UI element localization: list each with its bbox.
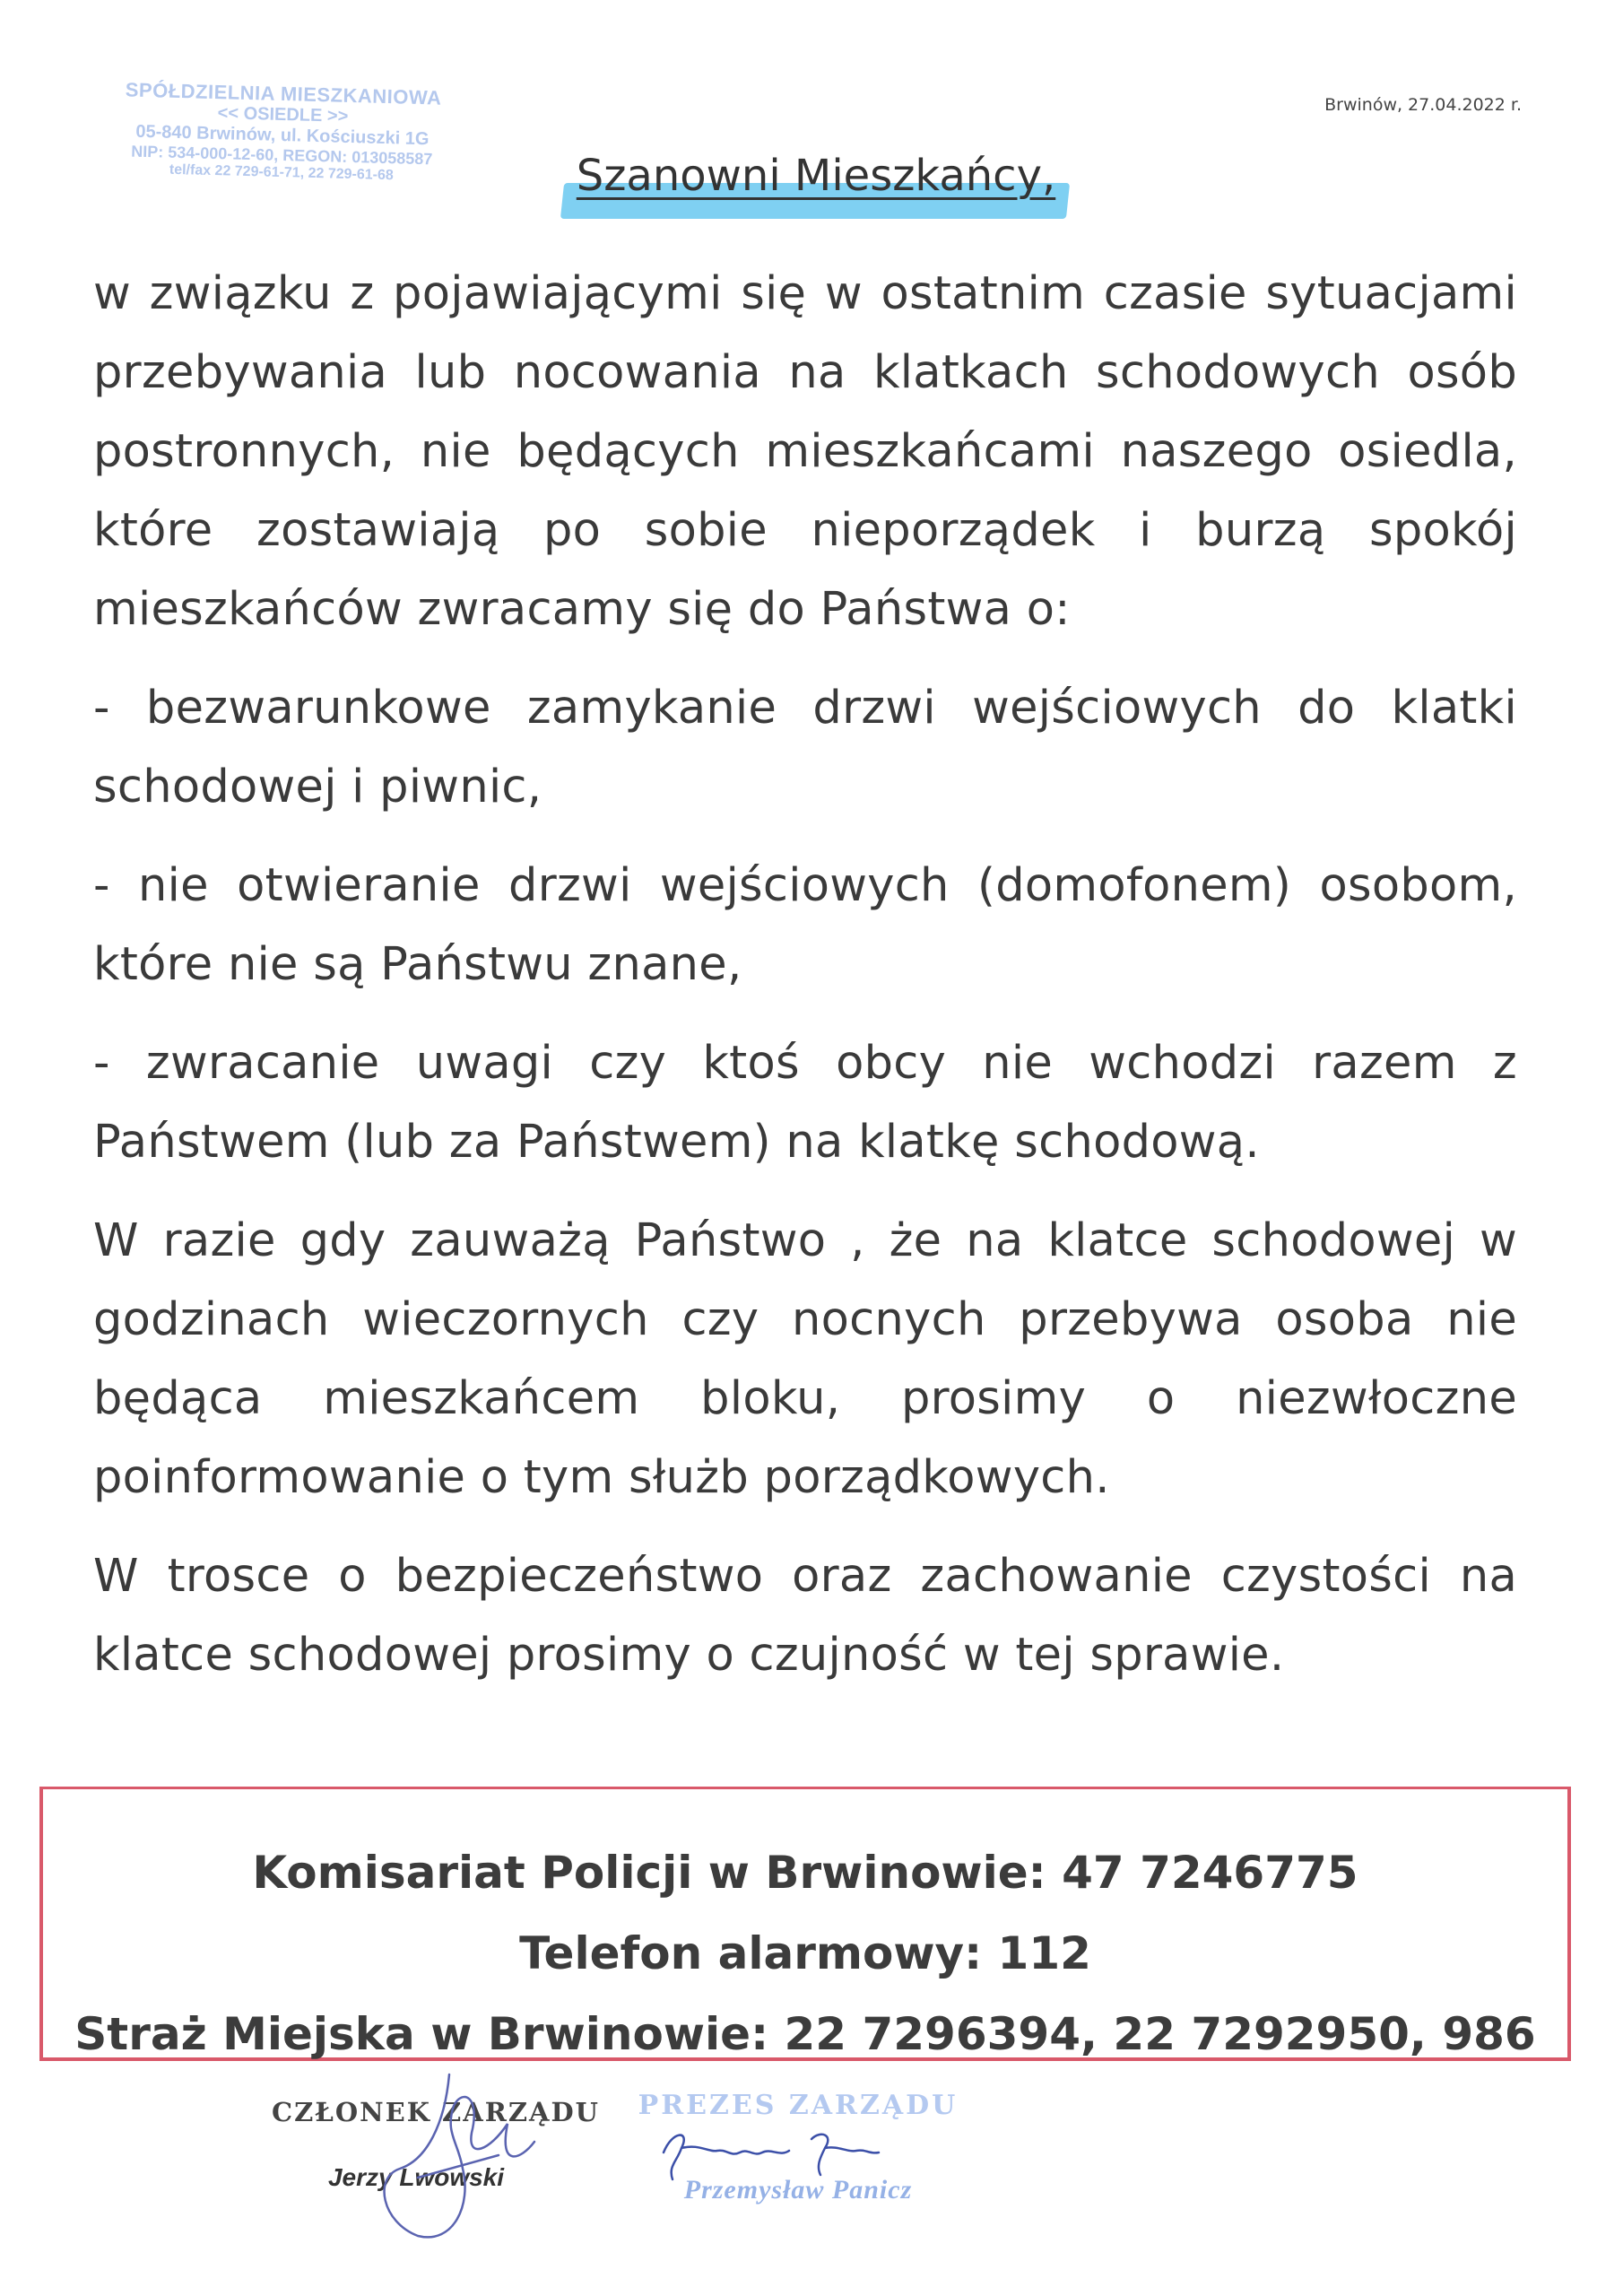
contact-police: Komisariat Policji w Brwinowie: 47 7246775 [252, 1847, 1358, 1899]
handwritten-signature-left [364, 2070, 543, 2249]
document-date: Brwinów, 27.04.2022 r. [1324, 95, 1522, 115]
page-title-text: Szanowni Mieszkańcy, [576, 151, 1056, 201]
board-member-role: CZŁONEK ZARZĄDU [272, 2097, 600, 2127]
contact-box [39, 1787, 1571, 2061]
stamp-line-address: 05-840 Brwinów, ul. Kościuszki 1G [135, 122, 430, 150]
board-member-name: Jerzy Lwowski [327, 2163, 505, 2191]
paragraph-report: W razie gdy zauważą Państwo , że na klatce schodowej w godzinach wieczornych czy nocnych przebywa osoba nie będąca mieszkańcem bloku, prosimy o niezwłoczne poinformowanie o tym służb porządkowych. [93, 1214, 1517, 1504]
president-name: Przemysław Panicz [683, 2175, 913, 2205]
contact-city-guard: Straż Miejska w Brwinowie: 22 7296394, 22 7292950, 986 [74, 2008, 1536, 2060]
signature-president [628, 2090, 968, 2205]
signature-board-member [265, 2097, 606, 2192]
contact-emergency: Telefon alarmowy: 112 [519, 1927, 1091, 1979]
request-item-close-doors: - bezwarunkowe zamykanie drzwi wejściowych do klatki schodowej i piwnic, [93, 682, 1517, 813]
request-item-watch-strangers: - zwracanie uwagi czy ktoś obcy nie wchodzi razem z Państwem (lub za Państwem) na klatkę schodową. [93, 1037, 1517, 1169]
stamp-line-estate: << OSIEDLE >> [217, 103, 349, 127]
page-title [571, 151, 1061, 201]
stamp-line-name: SPÓŁDZIELNIA MIESZKANIOWA [125, 78, 442, 109]
stamp-line-ids: NIP: 534-000-12-60, REGON: 013058587 [131, 142, 433, 169]
president-role: PREZES ZARZĄDU [638, 2090, 959, 2121]
paragraph-intro: w związku z pojawiającymi się w ostatnim czasie sytuacjami przebywania lub nocowania na klatkach schodowych osób postronnych, nie będących mieszkańcami naszego osiedla, które zostawiają po sobie nieporządek i burzą spokój mieszkańców zwracamy się do Państwa o: [93, 267, 1517, 636]
paragraph-closing: W trosce o bezpieczeństwo oraz zachowanie czystości na klatce schodowej prosimy o czujność w tej sprawie. [93, 1550, 1517, 1682]
stamp-line-phone: tel/fax 22 729-61-71, 22 729-61-68 [169, 161, 394, 184]
handwritten-signature-right [655, 2126, 924, 2188]
request-item-intercom: - nie otwieranie drzwi wejściowych (domofonem) osobom, które nie są Państwu znane, [93, 859, 1517, 991]
letter-body [93, 255, 1517, 1715]
heading-container [0, 151, 1623, 201]
